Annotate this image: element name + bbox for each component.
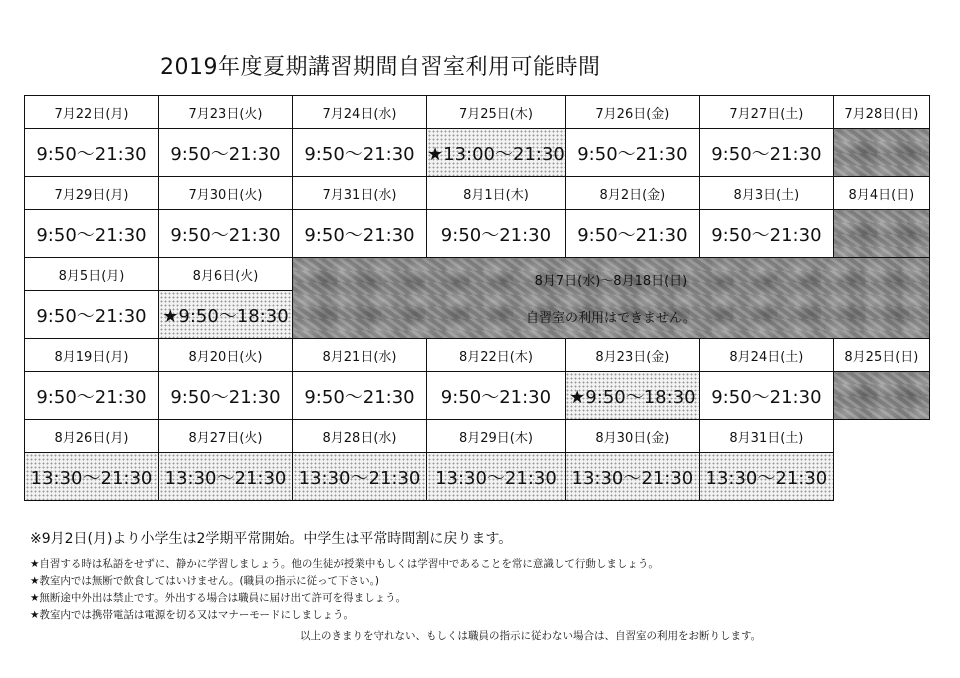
schedule-table: [24, 95, 930, 501]
closed-period-label: 8月7日(水)〜8月18日(日): [534, 274, 688, 289]
date-cell: 8月31日(土): [699, 420, 833, 453]
time-cell: 9:50〜21:30: [699, 129, 833, 177]
rules-list: [30, 556, 659, 624]
page-title: 2019年度夏期講習期間自習室利用可能時間: [160, 55, 601, 80]
date-cell: 8月4日(日): [833, 177, 929, 210]
date-cell: 8月28日(水): [293, 420, 427, 453]
time-cell-special: 13:30〜21:30: [159, 453, 293, 501]
time-cell: 9:50〜21:30: [565, 210, 699, 258]
time-cell: 9:50〜21:30: [293, 210, 427, 258]
time-cell-special: 13:30〜21:30: [293, 453, 427, 501]
rule-item: ★無断途中外出は禁止です。外出する場合は職員に届け出て許可を得ましょう。: [30, 592, 407, 604]
date-cell: 8月6日(火): [159, 258, 293, 291]
time-cell-special: 13:30〜21:30: [565, 453, 699, 501]
time-cell-special: 13:30〜21:30: [427, 453, 566, 501]
rule-item: ★教室内では携帯電話は電源を切る又はマナーモードにしましょう。: [30, 609, 354, 621]
time-cell: 9:50〜21:30: [25, 129, 159, 177]
date-cell: 8月23日(金): [565, 339, 699, 372]
time-cell: 9:50〜21:30: [427, 210, 566, 258]
footer-note: 以上のきまりを守れない、もしくは職員の指示に従わない場合は、自習室の利用をお断りします。: [300, 630, 762, 642]
time-cell-special: ★9:50〜18:30: [159, 291, 293, 339]
date-cell: 8月29日(木): [427, 420, 566, 453]
rule-item: ★自習する時は私語をせずに、静かに学習しましょう。他の生徒が授業中もしくは学習中であることを常に意識して行動しましょう。: [30, 558, 659, 570]
date-cell: 7月30日(火): [159, 177, 293, 210]
time-cell-special: ★9:50〜18:30: [565, 372, 699, 420]
date-cell: 8月19日(月): [25, 339, 159, 372]
week-4-time-row: [25, 372, 930, 420]
time-cell: 9:50〜21:30: [25, 210, 159, 258]
date-cell: 8月26日(月): [25, 420, 159, 453]
date-cell: 8月1日(木): [427, 177, 566, 210]
week-4-date-row: [25, 339, 930, 372]
date-cell: 7月26日(金): [565, 96, 699, 129]
week-1-time-row: [25, 129, 930, 177]
closed-cell: [833, 129, 929, 177]
time-cell: 9:50〜21:30: [293, 372, 427, 420]
date-cell: 7月27日(土): [699, 96, 833, 129]
week-3-date-row: [25, 258, 930, 291]
closed-cell: [833, 372, 929, 420]
date-cell: 7月31日(水): [293, 177, 427, 210]
time-cell: 9:50〜21:30: [699, 372, 833, 420]
time-cell-special: ★13:00〜21:30: [427, 129, 566, 177]
date-cell: 8月2日(金): [565, 177, 699, 210]
date-cell: 7月28日(日): [833, 96, 929, 129]
time-cell: 9:50〜21:30: [25, 291, 159, 339]
time-cell: 9:50〜21:30: [159, 129, 293, 177]
time-cell: 9:50〜21:30: [699, 210, 833, 258]
time-cell: 9:50〜21:30: [565, 129, 699, 177]
date-cell: 8月5日(月): [25, 258, 159, 291]
date-cell: 7月25日(木): [427, 96, 566, 129]
time-cell: 9:50〜21:30: [159, 372, 293, 420]
date-cell: 8月30日(金): [565, 420, 699, 453]
rule-item: ★教室内では無断で飲食してはいけません。(職員の指示に従って下さい。): [30, 575, 379, 587]
week-1-date-row: [25, 96, 930, 129]
date-cell: 8月22日(木): [427, 339, 566, 372]
date-cell: 8月3日(土): [699, 177, 833, 210]
date-cell: 7月23日(火): [159, 96, 293, 129]
closed-message: 自習室の利用はできません。: [526, 311, 696, 326]
empty-cell: [833, 453, 929, 501]
closed-period-block: [293, 258, 930, 339]
empty-cell: [833, 420, 929, 453]
week-2-time-row: [25, 210, 930, 258]
semester-note: ※9月2日(月)より小学生は2学期平常開始。中学生は平常時間割に戻ります。: [30, 531, 513, 547]
time-cell: 9:50〜21:30: [25, 372, 159, 420]
time-cell: 9:50〜21:30: [159, 210, 293, 258]
date-cell: 7月24日(水): [293, 96, 427, 129]
time-cell-special: 13:30〜21:30: [25, 453, 159, 501]
date-cell: 8月25日(日): [833, 339, 929, 372]
time-cell: 9:50〜21:30: [427, 372, 566, 420]
date-cell: 8月27日(火): [159, 420, 293, 453]
date-cell: 8月20日(火): [159, 339, 293, 372]
week-2-date-row: [25, 177, 930, 210]
date-cell: 7月29日(月): [25, 177, 159, 210]
week-5-date-row: [25, 420, 930, 453]
time-cell: 9:50〜21:30: [293, 129, 427, 177]
week-5-time-row: [25, 453, 930, 501]
date-cell: 7月22日(月): [25, 96, 159, 129]
date-cell: 8月21日(水): [293, 339, 427, 372]
closed-cell: [833, 210, 929, 258]
date-cell: 8月24日(土): [699, 339, 833, 372]
time-cell-special: 13:30〜21:30: [699, 453, 833, 501]
